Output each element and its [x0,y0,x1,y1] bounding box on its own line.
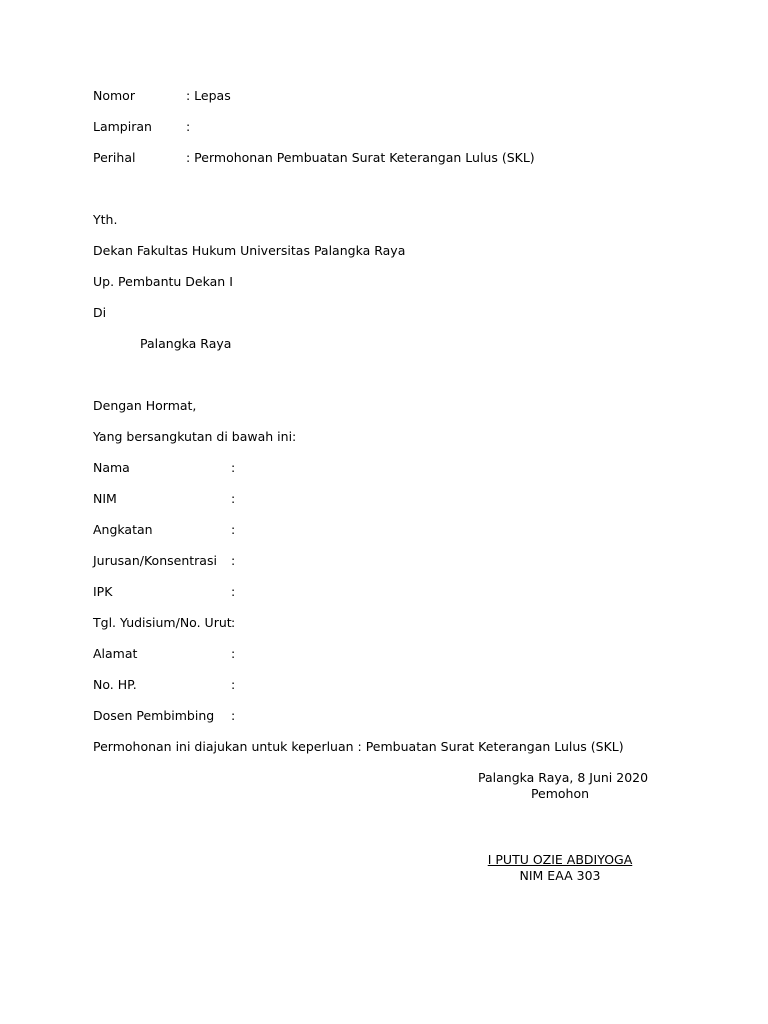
lampiran-value: : [186,119,191,134]
recipient-line-3: Di [93,305,107,320]
recipient-line-2: Up. Pembantu Dekan I [93,274,233,289]
field-label: Angkatan [93,522,153,537]
perihal-value: : Permohonan Pembuatan Surat Keterangan Lulus (SKL) [186,150,535,165]
field-colon: : [231,646,236,661]
field-colon: : [231,584,236,599]
perihal-label: Perihal [93,150,136,165]
field-label: Alamat [93,646,138,661]
field-colon: : [231,677,236,692]
field-colon: : [231,708,236,723]
field-colon: : [231,491,236,506]
field-label: NIM [93,491,117,506]
field-colon: : [231,460,236,475]
place-date: Palangka Raya, 8 Juni 2020 [478,770,649,785]
field-label: Nama [93,460,130,475]
field-colon: : [231,615,236,630]
field-label: Jurusan/Konsentrasi [93,553,217,568]
salutation: Dengan Hormat, [93,398,197,413]
field-label: Tgl. Yudisium/No. Urut [93,615,232,630]
recipient-city: Palangka Raya [140,336,232,351]
nomor-label: Nomor [93,88,135,103]
lampiran-label: Lampiran [93,119,152,134]
field-colon: : [231,553,236,568]
recipient-greeting: Yth. [93,212,118,227]
field-label: IPK [93,584,113,599]
field-label: No. HP. [93,677,137,692]
intro-text: Yang bersangkutan di bawah ini: [93,429,297,444]
nomor-value: : Lepas [186,88,231,103]
signer-role: Pemohon [530,786,590,801]
signer-nim: NIM EAA 303 [519,868,601,883]
purpose-text: Permohonan ini diajukan untuk keperluan : Pembuatan Surat Keterangan Lulus (SKL) [93,739,624,754]
field-colon: : [231,522,236,537]
signer-name: I PUTU OZIE ABDIYOGA [487,852,633,867]
field-label: Dosen Pembimbing [93,708,215,723]
recipient-line-1: Dekan Fakultas Hukum Universitas Palangka Raya [93,243,406,258]
